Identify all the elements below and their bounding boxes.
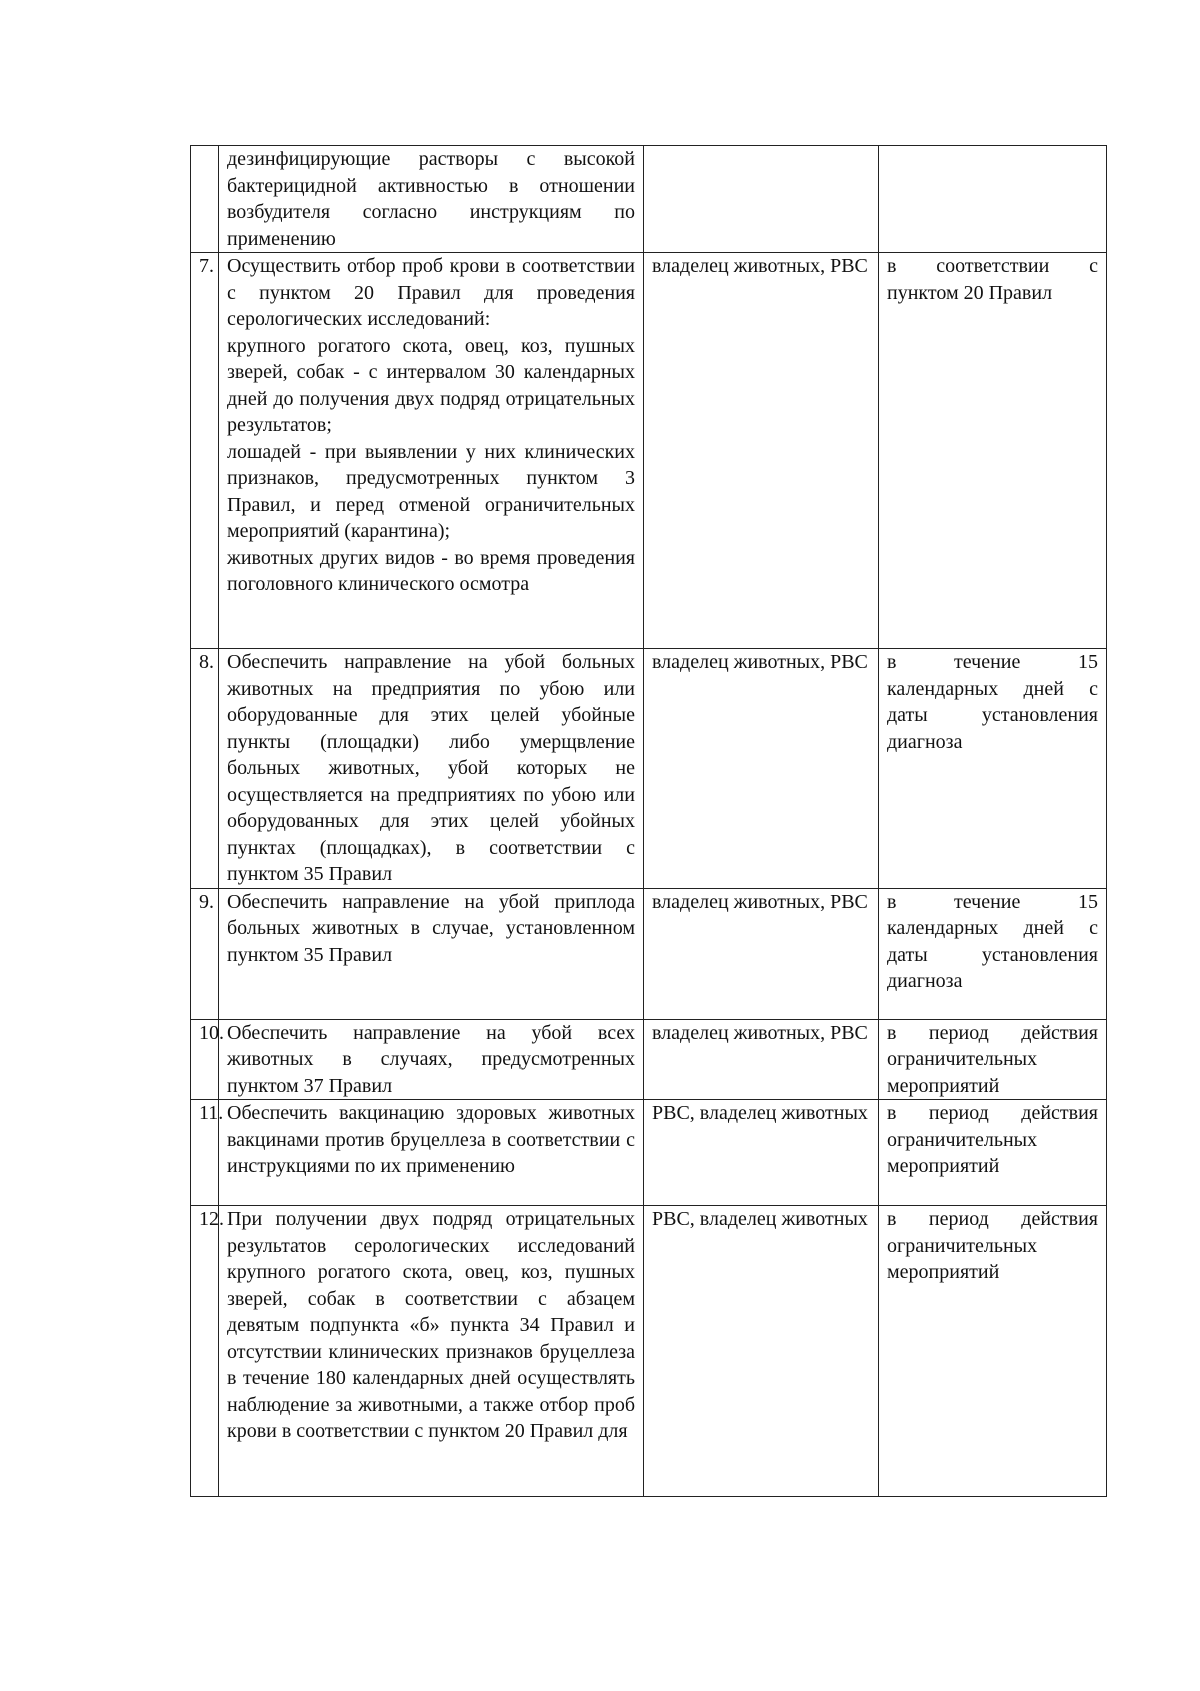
deadline: в период действия ограничительных мероприятий bbox=[879, 1019, 1107, 1100]
description-paragraph: дезинфицирующие растворы с высокой бактерицидной активностью в отношении возбудителя согласно инструкциям по применению bbox=[227, 148, 635, 250]
table-row bbox=[191, 146, 1107, 253]
row-number: 10. bbox=[191, 1019, 219, 1100]
measure-description bbox=[219, 1100, 644, 1206]
description-paragraph: Обеспечить вакцинацию здоровых животных вакцинами против бруцеллеза в соответствии с инструкциями по их применению bbox=[227, 1102, 635, 1177]
row-number bbox=[191, 146, 219, 253]
description-paragraph: Обеспечить направление на убой приплода больных животных в случае, установленном пунктом 35 Правил bbox=[227, 890, 635, 966]
description-paragraph: Обеспечить направление на убой всех животных в случаях, предусмотренных пунктом 37 Правил bbox=[227, 1021, 635, 1097]
deadline bbox=[879, 146, 1107, 253]
description-paragraph: лошадей - при выявлении у них клинических признаков, предусмотренных пунктом 3 Правил, и перед отменой ограничительных мероприятий (карантина); bbox=[227, 440, 635, 542]
description-paragraph: Осуществить отбор проб крови в соответствии с пунктом 20 Правил для проведения серологических исследований: bbox=[227, 255, 635, 330]
table-row bbox=[191, 1100, 1107, 1206]
description-paragraph: Обеспечить направление на убой больных животных на предприятия по убою или оборудованные для этих целей убойные пункты (площадки) либо умерщвление больных животных, убой которых не осуществляется на предприятиях по убою или оборудованных для этих целей убойных пунктах (площадках), в соответствии с пунктом 35 Правил bbox=[227, 651, 635, 885]
row-number: 12. bbox=[191, 1206, 219, 1497]
table-row bbox=[191, 253, 1107, 649]
deadline: в течение 15 календарных дней с даты установления диагноза bbox=[879, 888, 1107, 1019]
deadline: в течение 15 календарных дней с даты установления диагноза bbox=[879, 649, 1107, 889]
responsible-party: РВС, владелец животных bbox=[644, 1206, 879, 1497]
responsible-party: владелец животных, РВС bbox=[644, 253, 879, 649]
row-number: 8. bbox=[191, 649, 219, 889]
description-paragraph: животных других видов - во время проведения поголовного клинического осмотра bbox=[227, 546, 635, 595]
table-row bbox=[191, 1019, 1107, 1100]
row-number: 7. bbox=[191, 253, 219, 649]
measures-table bbox=[190, 145, 1107, 1497]
responsible-party: владелец животных, РВС bbox=[644, 1019, 879, 1100]
deadline: в соответствии с пунктом 20 Правил bbox=[879, 253, 1107, 649]
row-number: 9. bbox=[191, 888, 219, 1019]
responsible-party: РВС, владелец животных bbox=[644, 1100, 879, 1206]
table-row bbox=[191, 888, 1107, 1019]
deadline: в период действия ограничительных мероприятий bbox=[879, 1206, 1107, 1497]
table-row bbox=[191, 649, 1107, 889]
measure-description bbox=[219, 146, 644, 253]
measure-description bbox=[219, 1019, 644, 1100]
responsible-party bbox=[644, 146, 879, 253]
responsible-party: владелец животных, РВС bbox=[644, 888, 879, 1019]
description-paragraph: крупного рогатого скота, овец, коз, пушных зверей, собак - с интервалом 30 календарных дней до получения двух подряд отрицательных результатов; bbox=[227, 334, 635, 436]
deadline: в период действия ограничительных мероприятий bbox=[879, 1100, 1107, 1206]
measure-description bbox=[219, 888, 644, 1019]
measure-description bbox=[219, 649, 644, 889]
table-row bbox=[191, 1206, 1107, 1497]
row-number: 11. bbox=[191, 1100, 219, 1206]
responsible-party: владелец животных, РВС bbox=[644, 649, 879, 889]
measure-description bbox=[219, 1206, 644, 1497]
description-paragraph: При получении двух подряд отрицательных результатов серологических исследований крупного рогатого скота, овец, коз, пушных зверей, собак в соответствии с абзацем девятым подпункта «б» пункта 34 Правил и отсутствии клинических признаков бруцеллеза в течение 180 календарных дней осуществлять наблюдение за животными, а также отбор проб крови в соответствии с пунктом 20 Правил для bbox=[227, 1208, 635, 1442]
measure-description bbox=[219, 253, 644, 649]
